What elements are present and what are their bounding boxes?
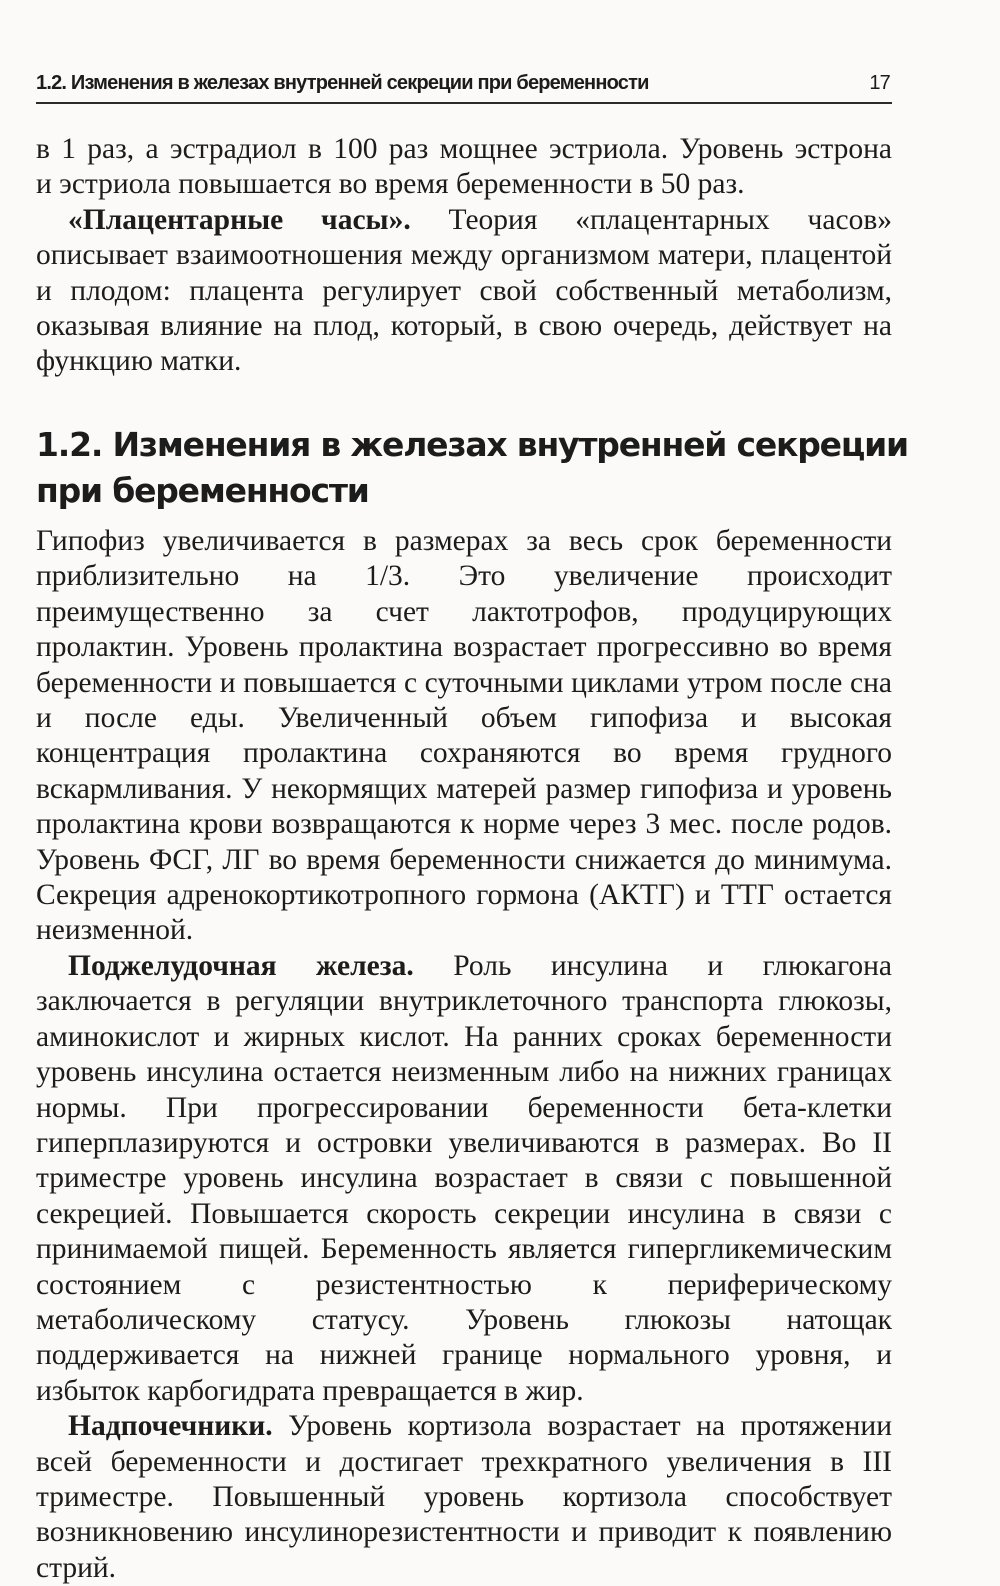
adrenal-term: Надпочечники. <box>68 1410 273 1443</box>
pancreas-text: Роль инсулина и глюкагона заключается в регуляции внутриклеточного транспорта глюкозы, аминокислот и жирных кислот. На ранних сроках беременности уровень инсулина остается неизменным либо на нижних границах нормы. При прогрессировании беременности бета-клетки гиперплазируются и островки увеличиваются в размерах. Во II триместре уровень инсулина возрастает в связи с повышенной секрецией. Повышается скорость секреции инсулина в связи с принимаемой пищей. Беременность является гипергликемическим состоянием с резистентностью к периферическому метаболическому статусу. Уровень глюкозы натощак поддерживается на нижней границе нормального уровня, и избыток карбогидрата превращается в жир. <box>36 949 892 1407</box>
intro-line-2: и эстриола повышается во время беременности в 50 раз. <box>36 168 745 201</box>
intro-text <box>36 132 892 380</box>
placenta-paragraph <box>36 203 892 380</box>
pituitary-paragraph: Гипофиз увеличивается в размерах за весь срок беременности приблизительно на 1/3. Это увеличение происходит преимущественно за счет лактотрофов, продуцирующих пролактин. Уровень пролактина возрастает прогрессивно во время беременности и повышается с суточными циклами утром после сна и после еды. Увеличенный объем гипофиза и высокая концентрация пролактина сохраняются во время грудного вскармливания. У некормящих матерей размер гипофиза и уровень пролактина крови возвращаются к норме через 3 мес. после родов. Уровень ФСГ, ЛГ во время беременности снижается до минимума. Секреция адренокортикотропного гормона (АКТГ) и ТТГ остается неизменной. <box>36 525 892 947</box>
placenta-term: «Плацентарные часы». <box>68 203 411 236</box>
section-heading-line-1: 1.2. Изменения в железах внутренней секреции <box>36 425 908 464</box>
page-number: 17 <box>869 72 890 94</box>
section-heading-line-2: при беременности <box>36 471 369 510</box>
running-title: 1.2. Изменения в железах внутренней секреции при беременности <box>36 72 649 94</box>
running-header <box>36 66 892 104</box>
pancreas-term: Поджелудочная железа. <box>68 949 414 982</box>
section-heading <box>36 422 916 514</box>
adrenal-text: Уровень кортизола возрастает на протяжении всей беременности и достигает трехкратного увеличения в III триместре. Повышенный уровень кортизола способствует возникновению инсулинорезистентности и приводит к появлению стрий. <box>36 1410 892 1584</box>
placenta-text: Теория «плацентарных часов» описывает взаимоотношения между организмом матери, плацентой и плодом: плацента регулирует свой собственный метаболизм, оказывая влияние на плод, который, в свою очередь, действует на функцию матки. <box>36 203 892 378</box>
section-body <box>36 524 892 1586</box>
intro-line-1: в 1 раз, а эстрадиол в 100 раз мощнее эстриола. Уровень эстрона <box>36 133 892 165</box>
adrenal-paragraph <box>36 1409 892 1586</box>
pancreas-paragraph <box>36 949 892 1409</box>
